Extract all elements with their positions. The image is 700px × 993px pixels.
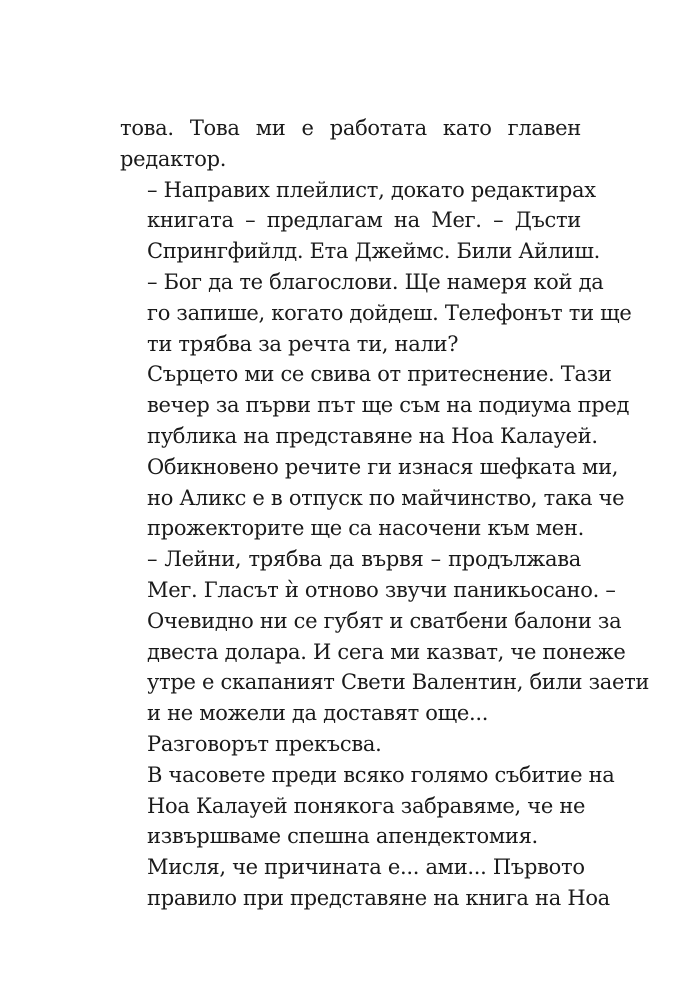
text-line: Обикновено речите ги изнася шефката ми,	[147, 454, 619, 479]
text-line: правило при представяне на книга на Ноа	[147, 885, 610, 910]
paragraph	[120, 852, 610, 914]
text-line: но Аликс е в отпуск по майчинство, така че	[147, 485, 625, 510]
text-line: Сърцето ми се свива от притеснение. Тази	[147, 362, 612, 387]
text-line: и не можели да доставят още...	[147, 701, 489, 726]
paragraph	[120, 544, 650, 729]
text-line: – Лейни, трябва да вървя – продължава	[147, 547, 581, 572]
text-line: вечер за първи път ще съм на подиума пред	[147, 393, 630, 418]
text-line: Разговорът прекъсва.	[147, 731, 382, 756]
text-line: книгата – предлагам на Мег. – Дъсти	[147, 208, 581, 233]
text-line: двеста долара. И сега ми казват, че понеже	[147, 639, 626, 664]
paragraph	[120, 359, 630, 544]
text-line: Ноа Калауей понякога забравяме, че не	[147, 793, 586, 818]
text-line: Очевидно ни се губят и сватбени балони за	[147, 608, 622, 633]
body-text	[120, 113, 650, 914]
text-line: го запише, когато дойдеш. Телефонът ти ще	[147, 300, 632, 325]
text-line: Мег. Гласът ѝ отново звучи паникьосано. –	[147, 577, 616, 602]
paragraph	[120, 729, 581, 760]
text-line: Мисля, че причината е... ами... Първото	[147, 855, 585, 880]
paragraph	[120, 113, 581, 175]
paragraph	[120, 267, 632, 359]
text-line: Спрингфийлд. Ета Джеймс. Били Айлиш.	[147, 239, 601, 264]
text-line: редактор.	[120, 146, 227, 171]
text-line: ти трябва за речта ти, нали?	[147, 331, 459, 356]
text-line: – Бог да те благослови. Ще намеря кой да	[147, 269, 604, 294]
text-line: – Направих плейлист, докато редактирах	[147, 177, 596, 202]
text-line: публика на представяне на Ноа Калауей.	[147, 423, 598, 448]
text-line: утре е скапаният Свети Валентин, били заети	[147, 670, 650, 695]
text-line: В часовете преди всяко голямо събитие на	[147, 762, 615, 787]
text-line: прожекторите ще са насочени към мен.	[147, 516, 584, 541]
text-line: извършваме спешна апендектомия.	[147, 824, 538, 849]
text-line: това. Това ми е работата като главен	[120, 116, 581, 140]
paragraph	[120, 760, 615, 852]
paragraph	[120, 175, 601, 267]
